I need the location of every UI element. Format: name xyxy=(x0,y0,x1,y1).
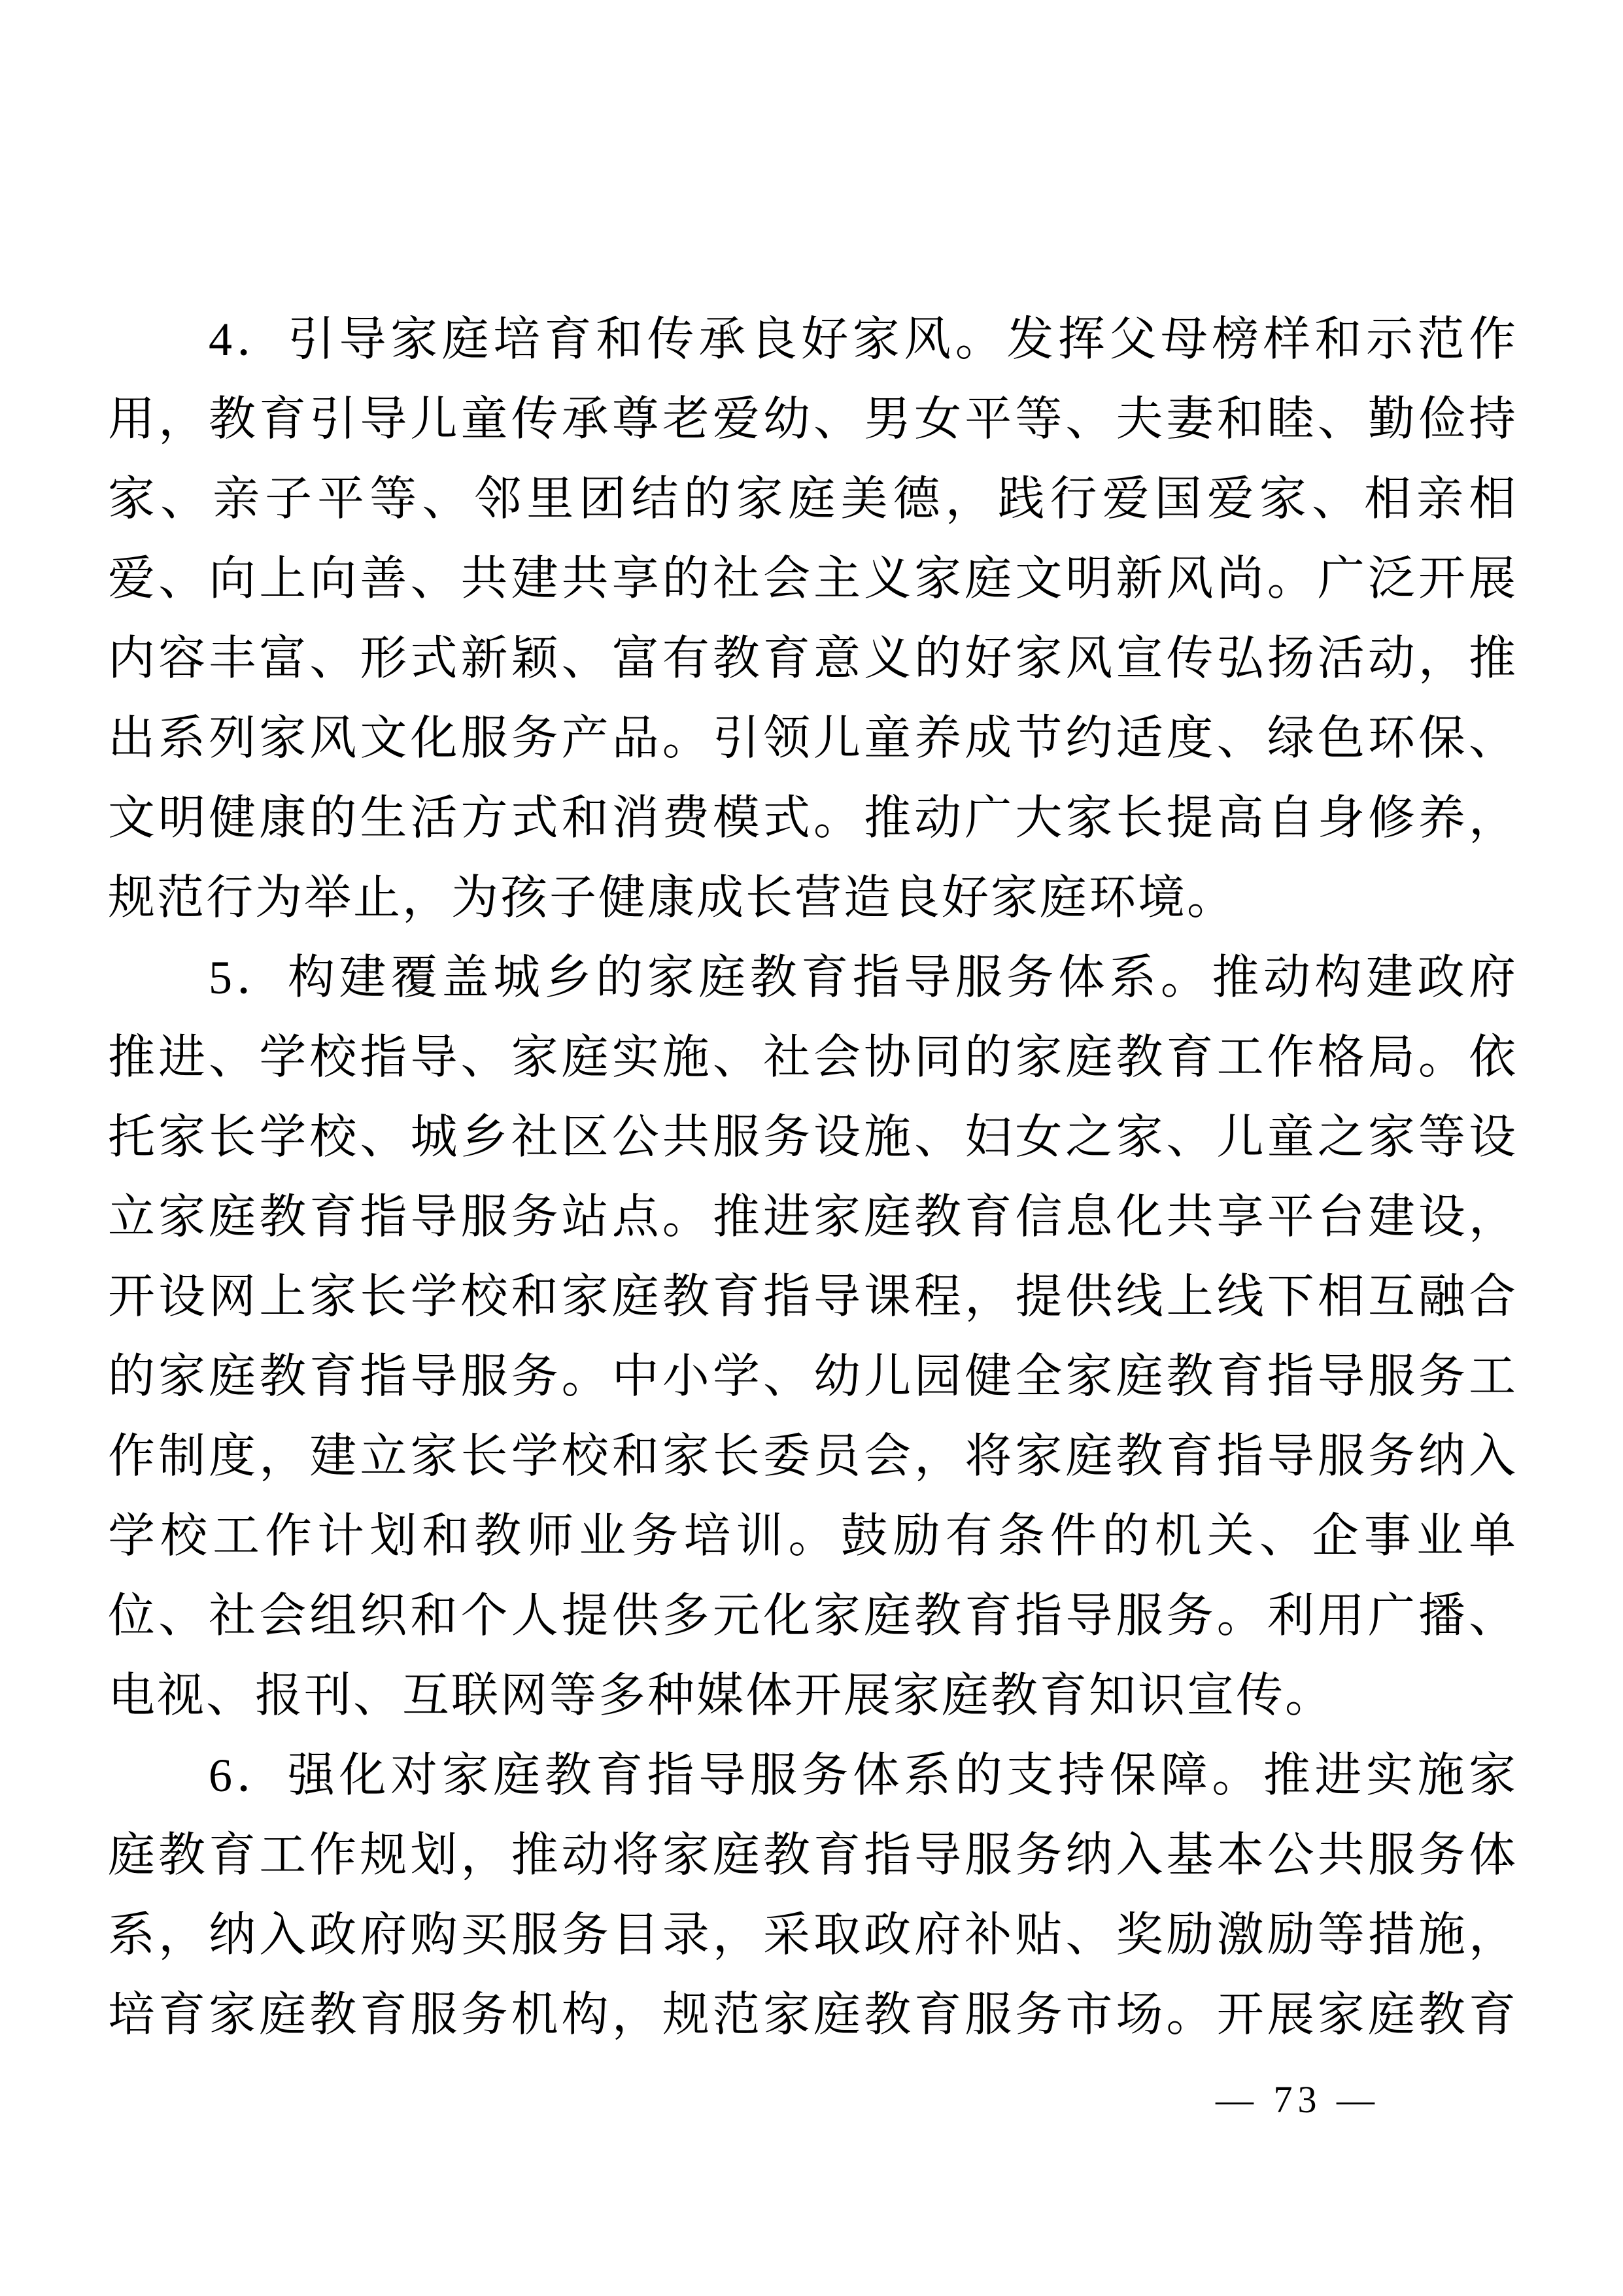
text-line: 系，纳入政府购买服务目录，采取政府补贴、奖励激励等措施， xyxy=(108,1909,1518,1961)
page-number: — 73 — xyxy=(1216,2078,1380,2121)
text-line: 6．强化对家庭教育指导服务体系的支持保障。推进实施家 xyxy=(209,1749,1518,1802)
text-line: 规范行为举止，为孩子健康成长营造良好家庭环境。 xyxy=(108,872,1237,924)
text-line: 培育家庭教育服务机构，规范家庭教育服务市场。开展家庭教育 xyxy=(108,1989,1518,2041)
text-line: 作制度，建立家长学校和家长委员会，将家庭教育指导服务纳入 xyxy=(108,1430,1518,1482)
text-line: 庭教育工作规划，推动将家庭教育指导服务纳入基本公共服务体 xyxy=(108,1829,1518,1881)
text-line: 文明健康的生活方式和消费模式。推动广大家长提高自身修养， xyxy=(108,792,1518,844)
text-line: 5．构建覆盖城乡的家庭教育指导服务体系。推动构建政府 xyxy=(209,951,1518,1004)
text-line: 推进、学校指导、家庭实施、社会协同的家庭教育工作格局。依 xyxy=(108,1031,1518,1084)
document-body xyxy=(108,300,1518,2055)
text-line: 位、社会组织和个人提供多元化家庭教育指导服务。利用广播、 xyxy=(108,1590,1518,1642)
text-line: 出系列家风文化服务产品。引领儿童养成节约适度、绿色环保、 xyxy=(108,712,1518,764)
text-line: 家、亲子平等、邻里团结的家庭美德，践行爱国爱家、相亲相 xyxy=(108,473,1518,525)
text-line: 爱、向上向善、共建共享的社会主义家庭文明新风尚。广泛开展 xyxy=(108,553,1518,605)
text-line: 学校工作计划和教师业务培训。鼓励有条件的机关、企事业单 xyxy=(108,1510,1518,1562)
text-line: 立家庭教育指导服务站点。推进家庭教育信息化共享平台建设， xyxy=(108,1191,1518,1243)
text-line: 开设网上家长学校和家庭教育指导课程，提供线上线下相互融合 xyxy=(108,1271,1518,1323)
text-line: 4．引导家庭培育和传承良好家风。发挥父母榜样和示范作 xyxy=(209,313,1518,366)
text-line: 托家长学校、城乡社区公共服务设施、妇女之家、儿童之家等设 xyxy=(108,1111,1518,1163)
text-line: 电视、报刊、互联网等多种媒体开展家庭教育知识宣传。 xyxy=(108,1670,1335,1722)
text-line: 的家庭教育指导服务。中小学、幼儿园健全家庭教育指导服务工 xyxy=(108,1350,1518,1403)
text-line: 用，教育引导儿童传承尊老爱幼、男女平等、夫妻和睦、勤俭持 xyxy=(108,393,1518,445)
text-line: 内容丰富、形式新颖、富有教育意义的好家风宣传弘扬活动，推 xyxy=(108,632,1518,685)
